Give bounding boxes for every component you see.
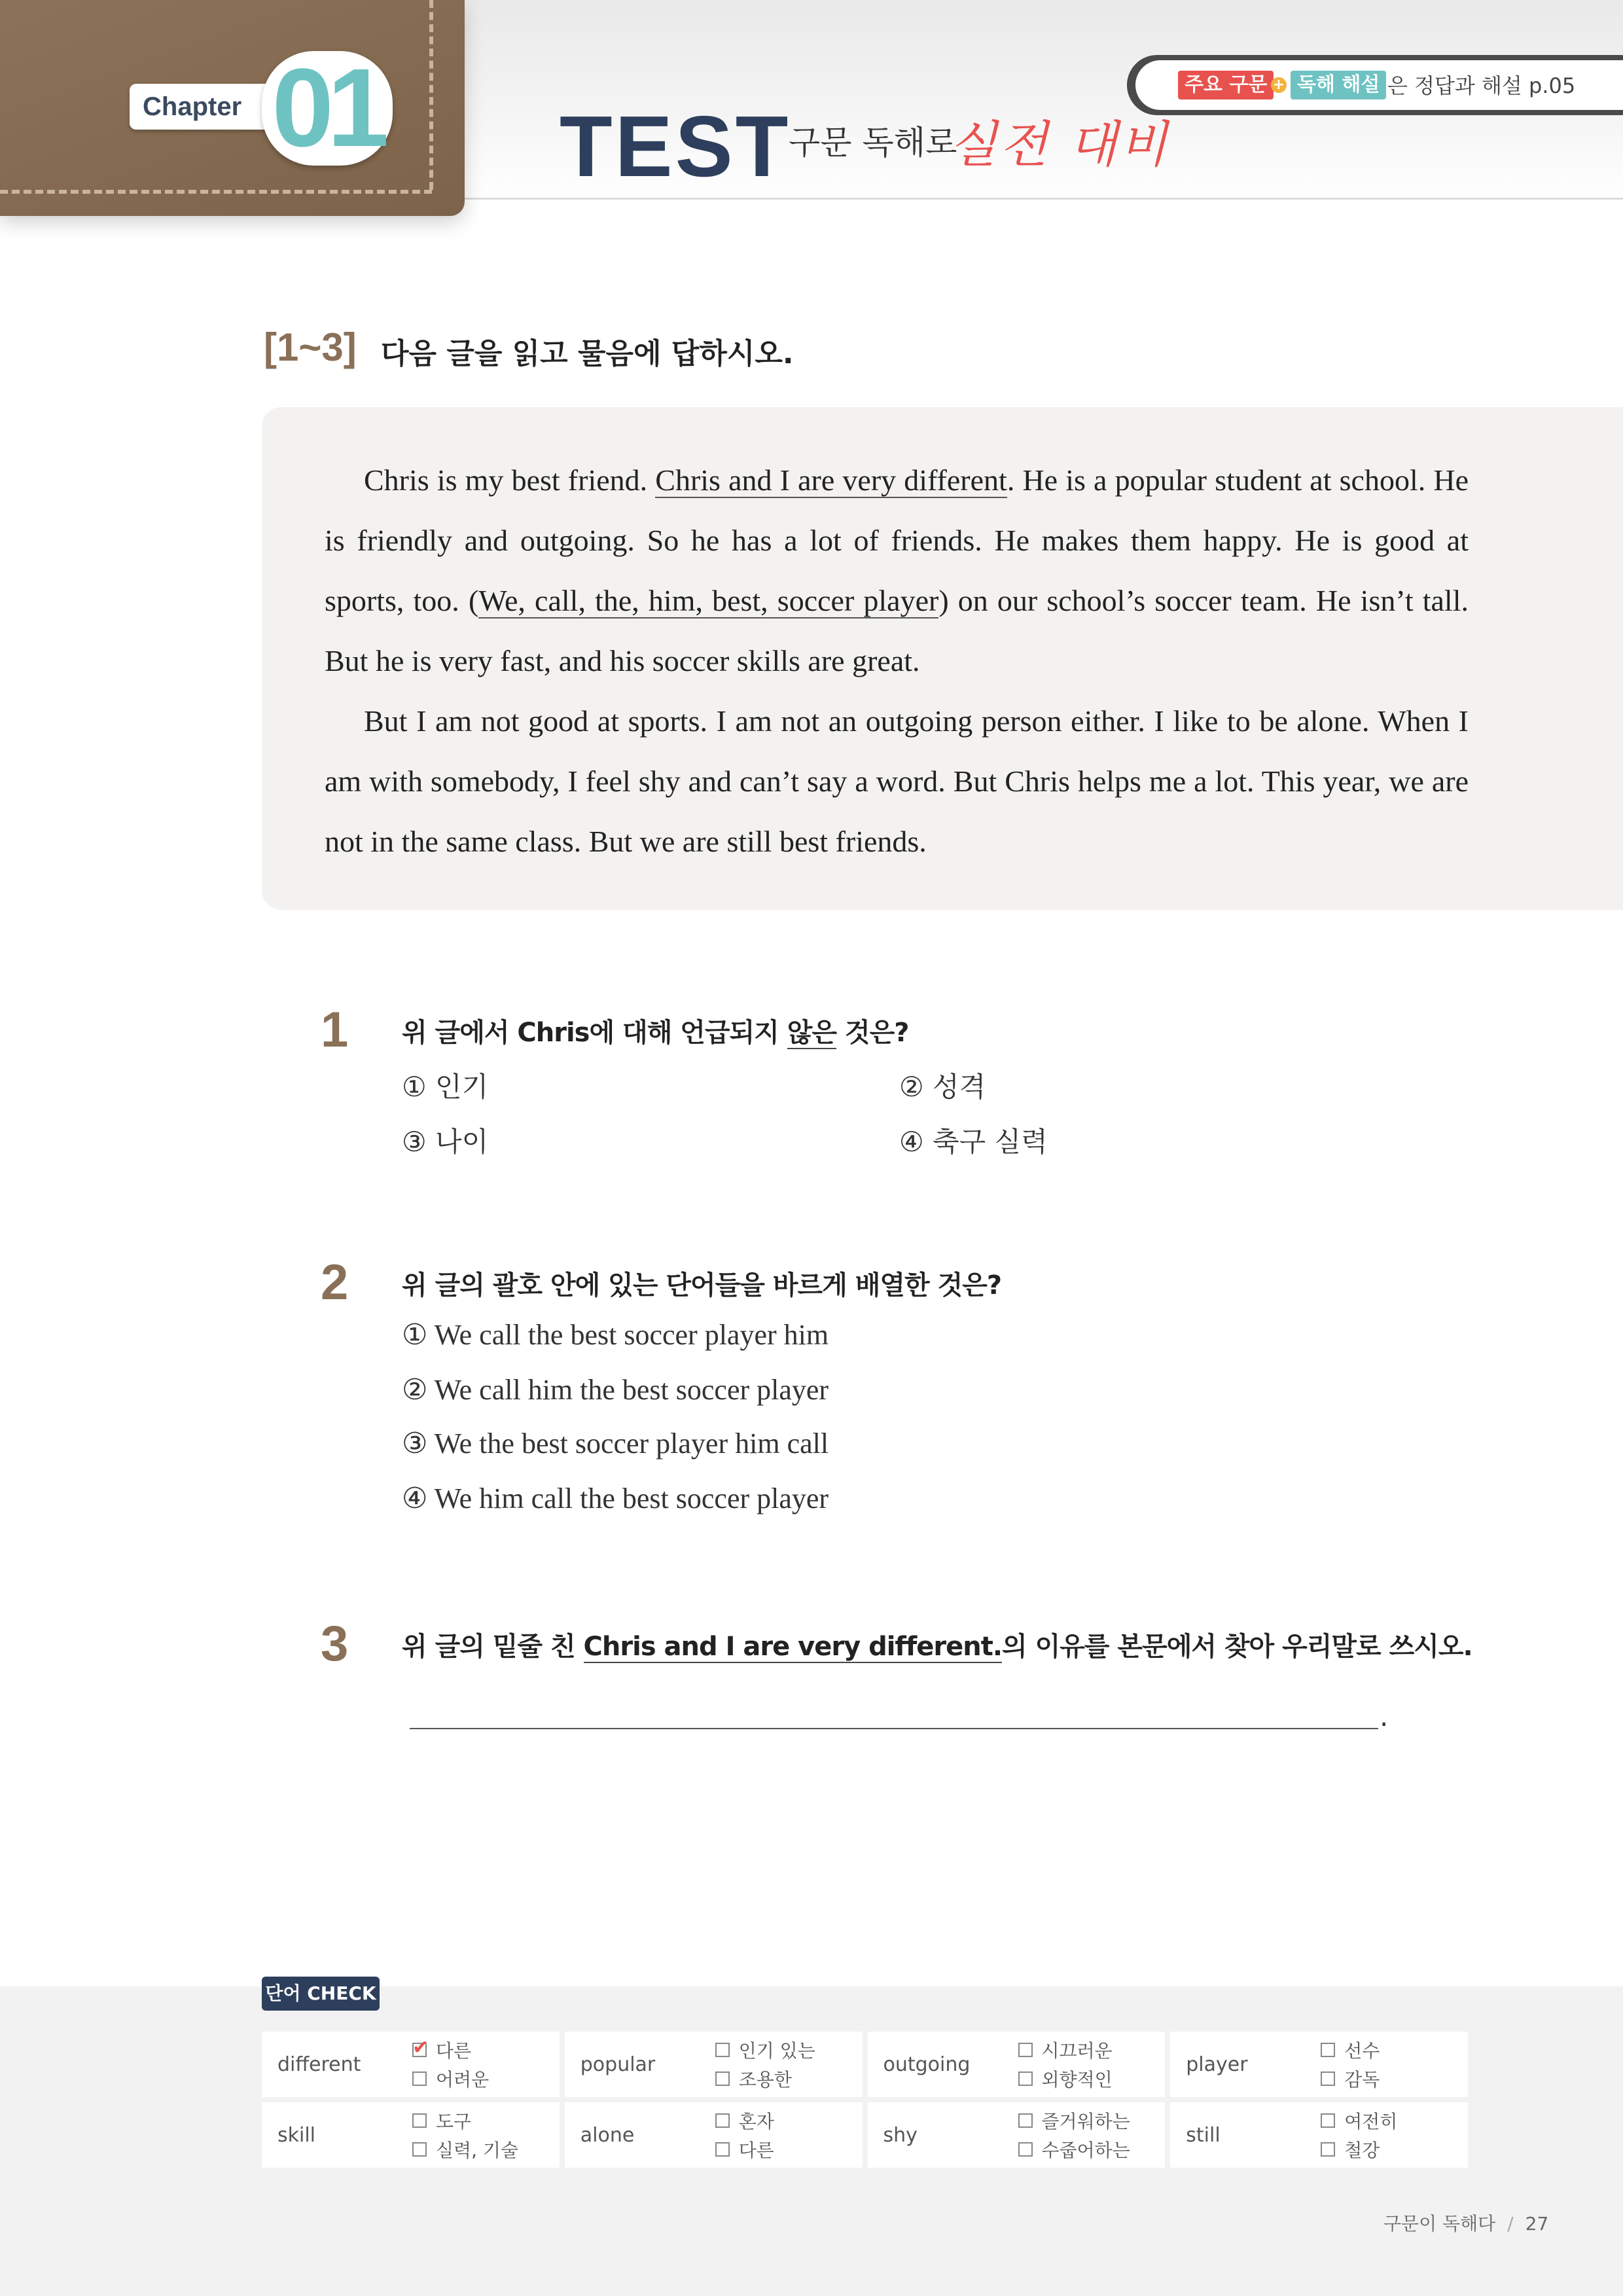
checkbox-icon[interactable] bbox=[715, 2072, 730, 2086]
question-1-option-4[interactable]: ④ 축구 실력 bbox=[899, 1126, 1048, 1158]
checkbox-icon[interactable] bbox=[1018, 2072, 1033, 2086]
vocab-option[interactable] bbox=[715, 2066, 815, 2092]
question-3-number: 3 bbox=[321, 1616, 349, 1672]
vocab-cell bbox=[262, 2102, 560, 2168]
test-accent: 실전 대비 bbox=[949, 115, 1170, 173]
passage-paragraph-1: Chris is my best friend. Chris and I are very different. He is a popular student at school. He is friendly and outgoing. So he has a lot of friends. He makes them happy. He is good at sports, too. (We, call, the, him, best, soccer player) on our school’s soccer team. He isn’t tall. But he is very fast, and his soccer skills are great. bbox=[325, 463, 1469, 677]
checkbox-icon[interactable] bbox=[1018, 2043, 1033, 2057]
vocab-option[interactable] bbox=[1321, 2108, 1397, 2134]
vocab-option-label: 인기 있는 bbox=[738, 2040, 815, 2062]
vocab-option[interactable] bbox=[412, 2037, 489, 2063]
header-divider bbox=[458, 198, 1623, 200]
vocab-option-label: 감독 bbox=[1344, 2069, 1380, 2090]
answer-reference-text: 은 정답과 해설 p.05 bbox=[1387, 73, 1576, 98]
stitch-decoration bbox=[0, 190, 432, 194]
vocab-word: outgoing bbox=[883, 2053, 971, 2076]
question-3-text: 위 글의 밑줄 친 Chris and I are very different.의 이유를 본문에서 찾아 우리말로 쓰시오. bbox=[402, 1632, 1472, 1662]
vocab-word: still bbox=[1186, 2123, 1221, 2147]
vocab-grid bbox=[262, 2032, 1468, 2173]
vocab-option-label: 수줍어하는 bbox=[1041, 2140, 1130, 2161]
book-title: 구문이 독해다 bbox=[1383, 2213, 1496, 2234]
vocab-option[interactable] bbox=[1018, 2136, 1130, 2162]
question-range: [1~3] bbox=[264, 325, 357, 369]
vocab-option[interactable] bbox=[1018, 2108, 1130, 2134]
vocab-word: different bbox=[277, 2053, 361, 2076]
question-2-option-3[interactable]: ③ We the best soccer player him call bbox=[402, 1427, 829, 1460]
vocab-option[interactable] bbox=[412, 2066, 489, 2092]
question-1-number: 1 bbox=[321, 1002, 349, 1058]
checkbox-icon[interactable] bbox=[412, 2142, 427, 2157]
test-title: TEST bbox=[560, 98, 791, 194]
vocab-option-label: 혼자 bbox=[738, 2111, 774, 2132]
plus-icon: + bbox=[1271, 77, 1287, 93]
chapter-number: 01 bbox=[262, 51, 393, 166]
main-syntax-badge: 주요 구문 bbox=[1178, 71, 1274, 99]
vocab-row bbox=[262, 2102, 1468, 2168]
bracket-words: We, call, the, him, best, soccer player bbox=[478, 584, 939, 617]
vocab-option-label: 선수 bbox=[1344, 2040, 1380, 2062]
checkbox-icon[interactable] bbox=[1018, 2142, 1033, 2157]
question-2-number: 2 bbox=[321, 1255, 349, 1310]
question-1-option-3[interactable]: ③ 나이 bbox=[402, 1126, 489, 1158]
vocab-word: popular bbox=[580, 2053, 656, 2076]
answer-period: . bbox=[1380, 1700, 1389, 1732]
checkbox-icon[interactable] bbox=[412, 2072, 427, 2086]
checkbox-icon[interactable] bbox=[1321, 2043, 1335, 2057]
vocab-option[interactable] bbox=[1321, 2037, 1380, 2063]
question-2-option-1[interactable]: ① We call the best soccer player him bbox=[402, 1319, 829, 1351]
vocab-option-label: 실력, 기술 bbox=[436, 2140, 518, 2161]
page-footer: 구문이 독해다 / 27 bbox=[1383, 2213, 1549, 2234]
question-2-option-2[interactable]: ② We call him the best soccer player bbox=[402, 1374, 829, 1406]
vocab-option-label: 어려운 bbox=[436, 2069, 490, 2090]
vocab-word: shy bbox=[883, 2123, 918, 2147]
vocab-option-label: 다른 bbox=[738, 2140, 774, 2161]
vocab-option-label: 조용한 bbox=[738, 2069, 792, 2090]
vocab-check-title: 단어 CHECK bbox=[262, 1977, 380, 2011]
stitch-decoration bbox=[429, 0, 433, 190]
checkbox-icon[interactable] bbox=[715, 2113, 730, 2128]
vocab-option[interactable] bbox=[715, 2136, 774, 2162]
vocab-option[interactable] bbox=[1321, 2066, 1380, 2092]
vocab-cell bbox=[262, 2032, 560, 2097]
vocab-option-label: 즐거워하는 bbox=[1041, 2111, 1130, 2132]
instruction-text: 다음 글을 읽고 물음에 답하시오. bbox=[381, 337, 794, 370]
checkbox-icon[interactable] bbox=[1018, 2113, 1033, 2128]
question-3-answer-line[interactable] bbox=[410, 1728, 1378, 1729]
vocab-option-label: 외향적인 bbox=[1041, 2069, 1113, 2090]
vocab-option-label: 철강 bbox=[1344, 2140, 1380, 2161]
vocab-option[interactable] bbox=[1321, 2136, 1397, 2162]
vocab-option-label: 시끄러운 bbox=[1041, 2040, 1113, 2062]
checkbox-icon[interactable] bbox=[715, 2142, 730, 2157]
vocab-cell bbox=[868, 2032, 1166, 2097]
checkbox-icon[interactable] bbox=[715, 2043, 730, 2057]
passage-paragraph-2: But I am not good at sports. I am not an outgoing person either. I like to be alone. When I am with somebody, I feel shy and can’t say a word. But Chris helps me a lot. This year, we are not in the same class. But we are still best friends. bbox=[325, 704, 1469, 858]
checkbox-icon[interactable] bbox=[1321, 2113, 1335, 2128]
vocab-cell bbox=[1170, 2032, 1468, 2097]
vocab-word: player bbox=[1186, 2053, 1248, 2076]
underlined-sentence: Chris and I are very different bbox=[655, 463, 1007, 497]
vocab-option-label: 도구 bbox=[436, 2111, 472, 2132]
vocab-option[interactable] bbox=[715, 2037, 815, 2063]
vocab-option-label: 다른 bbox=[436, 2040, 472, 2062]
checked-checkbox-icon[interactable] bbox=[412, 2043, 427, 2057]
question-1-option-1[interactable]: ① 인기 bbox=[402, 1071, 489, 1103]
checkbox-icon[interactable] bbox=[412, 2113, 427, 2128]
page-number: 27 bbox=[1525, 2213, 1549, 2234]
vocab-option[interactable] bbox=[715, 2108, 774, 2134]
vocab-option[interactable] bbox=[412, 2136, 518, 2162]
vocab-word: skill bbox=[277, 2123, 316, 2147]
vocab-cell bbox=[1170, 2102, 1468, 2168]
vocab-option[interactable] bbox=[412, 2108, 518, 2134]
question-1-text: 위 글에서 Chris에 대해 언급되지 않은 것은? bbox=[402, 1018, 909, 1048]
question-2-option-4[interactable]: ④ We him call the best soccer player bbox=[402, 1482, 829, 1515]
reading-explanation-badge: 독해 해설 bbox=[1291, 71, 1386, 99]
vocab-cell bbox=[565, 2032, 863, 2097]
checkbox-icon[interactable] bbox=[1321, 2142, 1335, 2157]
vocab-row bbox=[262, 2032, 1468, 2097]
vocab-word: alone bbox=[580, 2123, 635, 2147]
vocab-cell bbox=[868, 2102, 1166, 2168]
vocab-cell bbox=[565, 2102, 863, 2168]
question-1-option-2[interactable]: ② 성격 bbox=[899, 1071, 986, 1103]
chapter-label: Chapter bbox=[130, 84, 275, 130]
checkbox-icon[interactable] bbox=[1321, 2072, 1335, 2086]
question-2-text: 위 글의 괄호 안에 있는 단어들을 바르게 배열한 것은? bbox=[402, 1270, 1002, 1300]
test-subtitle: 구문 독해로 bbox=[789, 124, 957, 162]
vocab-option[interactable] bbox=[1018, 2037, 1113, 2063]
vocab-option-label: 여전히 bbox=[1344, 2111, 1398, 2132]
passage bbox=[325, 450, 1469, 872]
vocab-option[interactable] bbox=[1018, 2066, 1113, 2092]
